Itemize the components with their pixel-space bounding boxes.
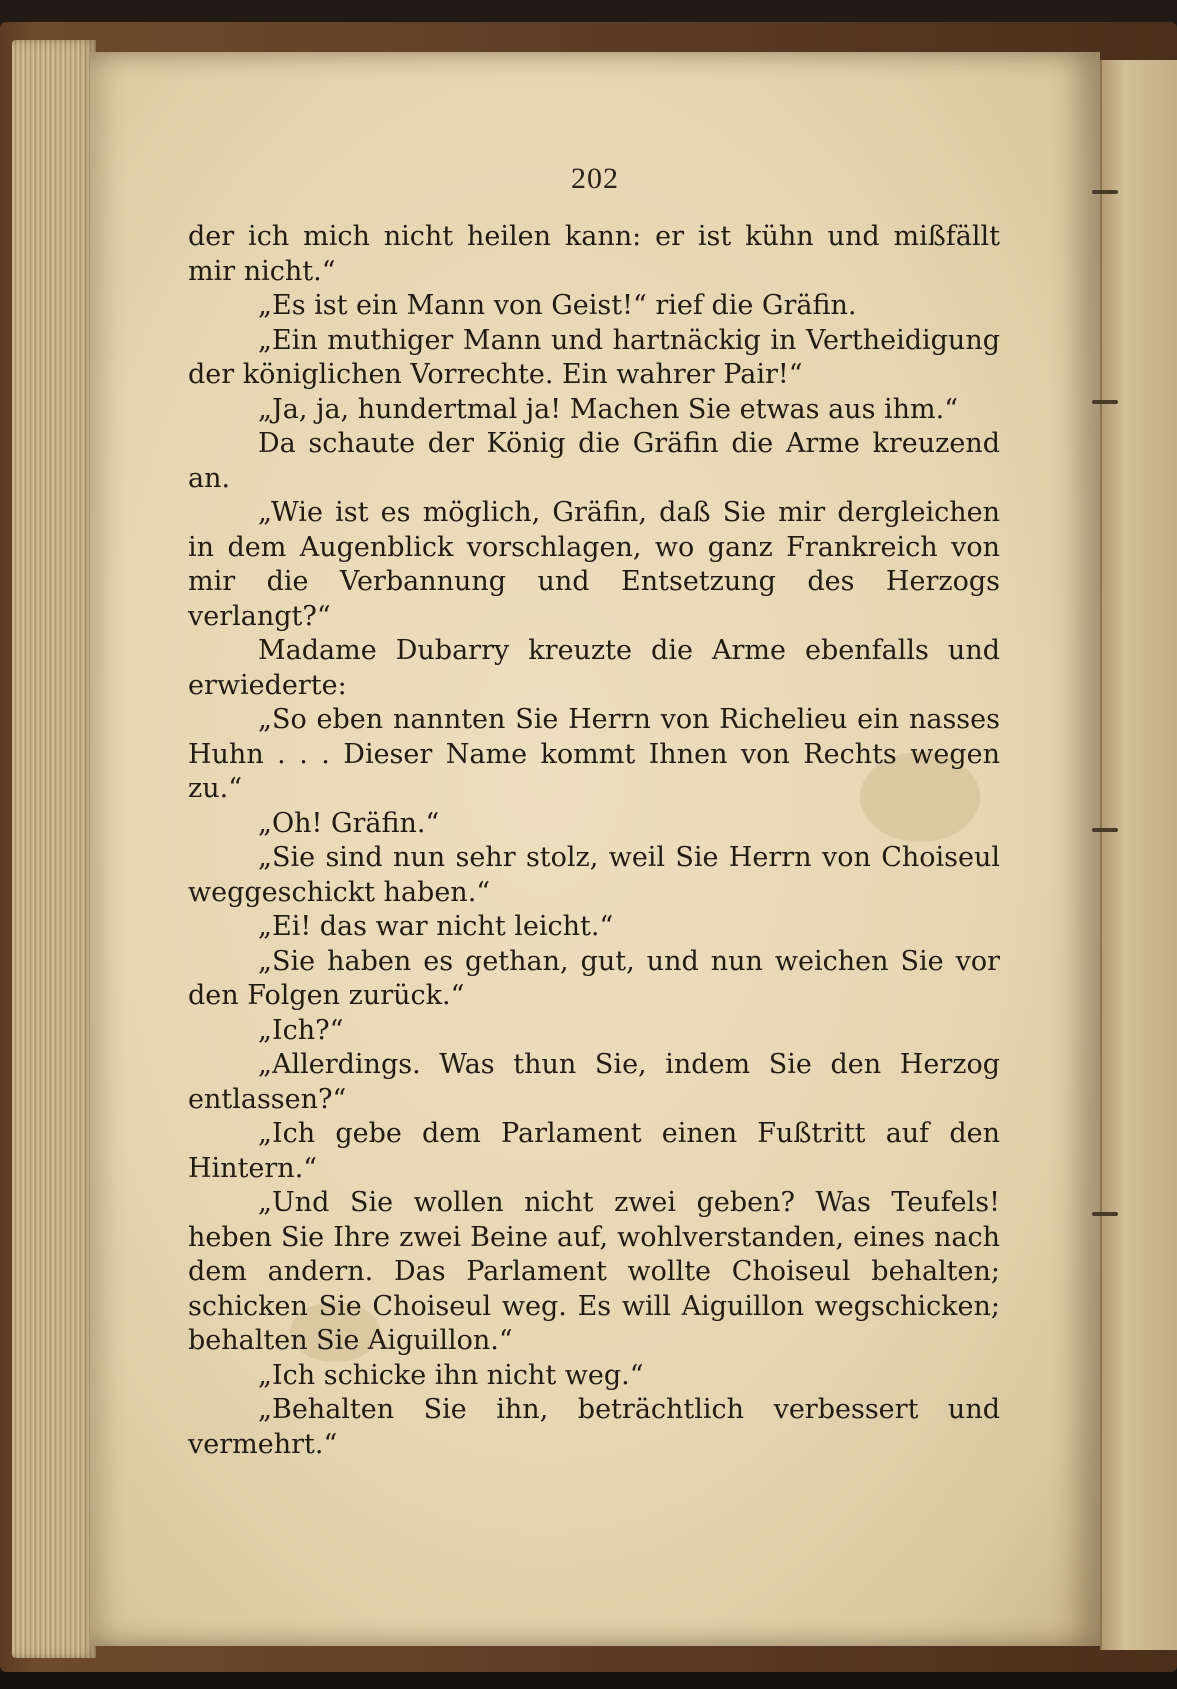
paragraph: „Oh! Gräfin.“ bbox=[258, 807, 440, 839]
binding-mark bbox=[1092, 400, 1118, 404]
paragraph: „Ja, ja, hundertmal ja! Machen Sie etwas aus ihm.“ bbox=[258, 393, 959, 425]
paragraph: „Ich?“ bbox=[258, 1014, 344, 1046]
paragraph: „Es ist ein Mann von Geist!“ rief die Gräfin. bbox=[258, 290, 857, 321]
page-number: 202 bbox=[571, 162, 619, 195]
paragraph: „Und Sie wollen nicht zwei geben? Was Teufels! heben Sie Ihre zwei Beine auf, wohlverstanden, eines nach dem andern. Das Parlament wollte Choiseul behalten; schicken Sie Choiseul weg. Es will Aiguillon wegschicken; behalten Sie Aiguillon.“ bbox=[188, 1187, 1000, 1356]
paragraph: „Behalten Sie ihn, beträchtlich verbessert und vermehrt.“ bbox=[188, 1394, 1000, 1460]
book-page bbox=[90, 52, 1100, 1646]
paragraph: „Ei! das war nicht leicht.“ bbox=[258, 911, 614, 942]
paragraph: „Wie ist es möglich, Gräfin, daß Sie mir dergleichen in dem Augenblick vorschlagen, wo ganz Frankreich von mir die Verbannung und Entsetzung des Herzogs verlangt?“ bbox=[188, 497, 1000, 632]
paragraph: „Sie haben es gethan, gut, und nun weichen Sie vor den Folgen zurück.“ bbox=[188, 945, 1000, 1011]
binding-mark bbox=[1092, 828, 1118, 832]
paragraph: Da schaute der König die Gräfin die Arme kreuzend an. bbox=[188, 428, 1000, 494]
paragraph: „Ich schicke ihn nicht weg.“ bbox=[258, 1359, 644, 1391]
page-edges bbox=[12, 40, 96, 1658]
paragraph: „Ein muthiger Mann und hartnäckig in Vertheidigung der königlichen Vorrechte. Ein wahrer Pair!“ bbox=[188, 324, 1000, 390]
paragraph: „Allerdings. Was thun Sie, indem Sie den Herzog entlassen?“ bbox=[188, 1049, 1000, 1115]
binding-mark bbox=[1092, 190, 1118, 194]
paragraph: der ich mich nicht heilen kann: er ist kühn und mißfällt mir nicht.“ bbox=[188, 221, 1000, 287]
binding-mark bbox=[1092, 1212, 1118, 1216]
paragraph: „So eben nannten Sie Herrn von Richelieu ein nasses Huhn . . . Dieser Name kommt Ihnen von Rechts wegen zu.“ bbox=[188, 704, 1000, 804]
paragraph: „Ich gebe dem Parlament einen Fußtritt auf den Hintern.“ bbox=[188, 1118, 1000, 1184]
facing-page-edge bbox=[1100, 60, 1177, 1650]
paragraph: „Sie sind nun sehr stolz, weil Sie Herrn von Choiseul weggeschickt haben.“ bbox=[188, 842, 1000, 908]
body-text bbox=[188, 220, 1000, 1462]
paragraph: Madame Dubarry kreuzte die Arme ebenfalls und erwiederte: bbox=[188, 635, 1000, 701]
